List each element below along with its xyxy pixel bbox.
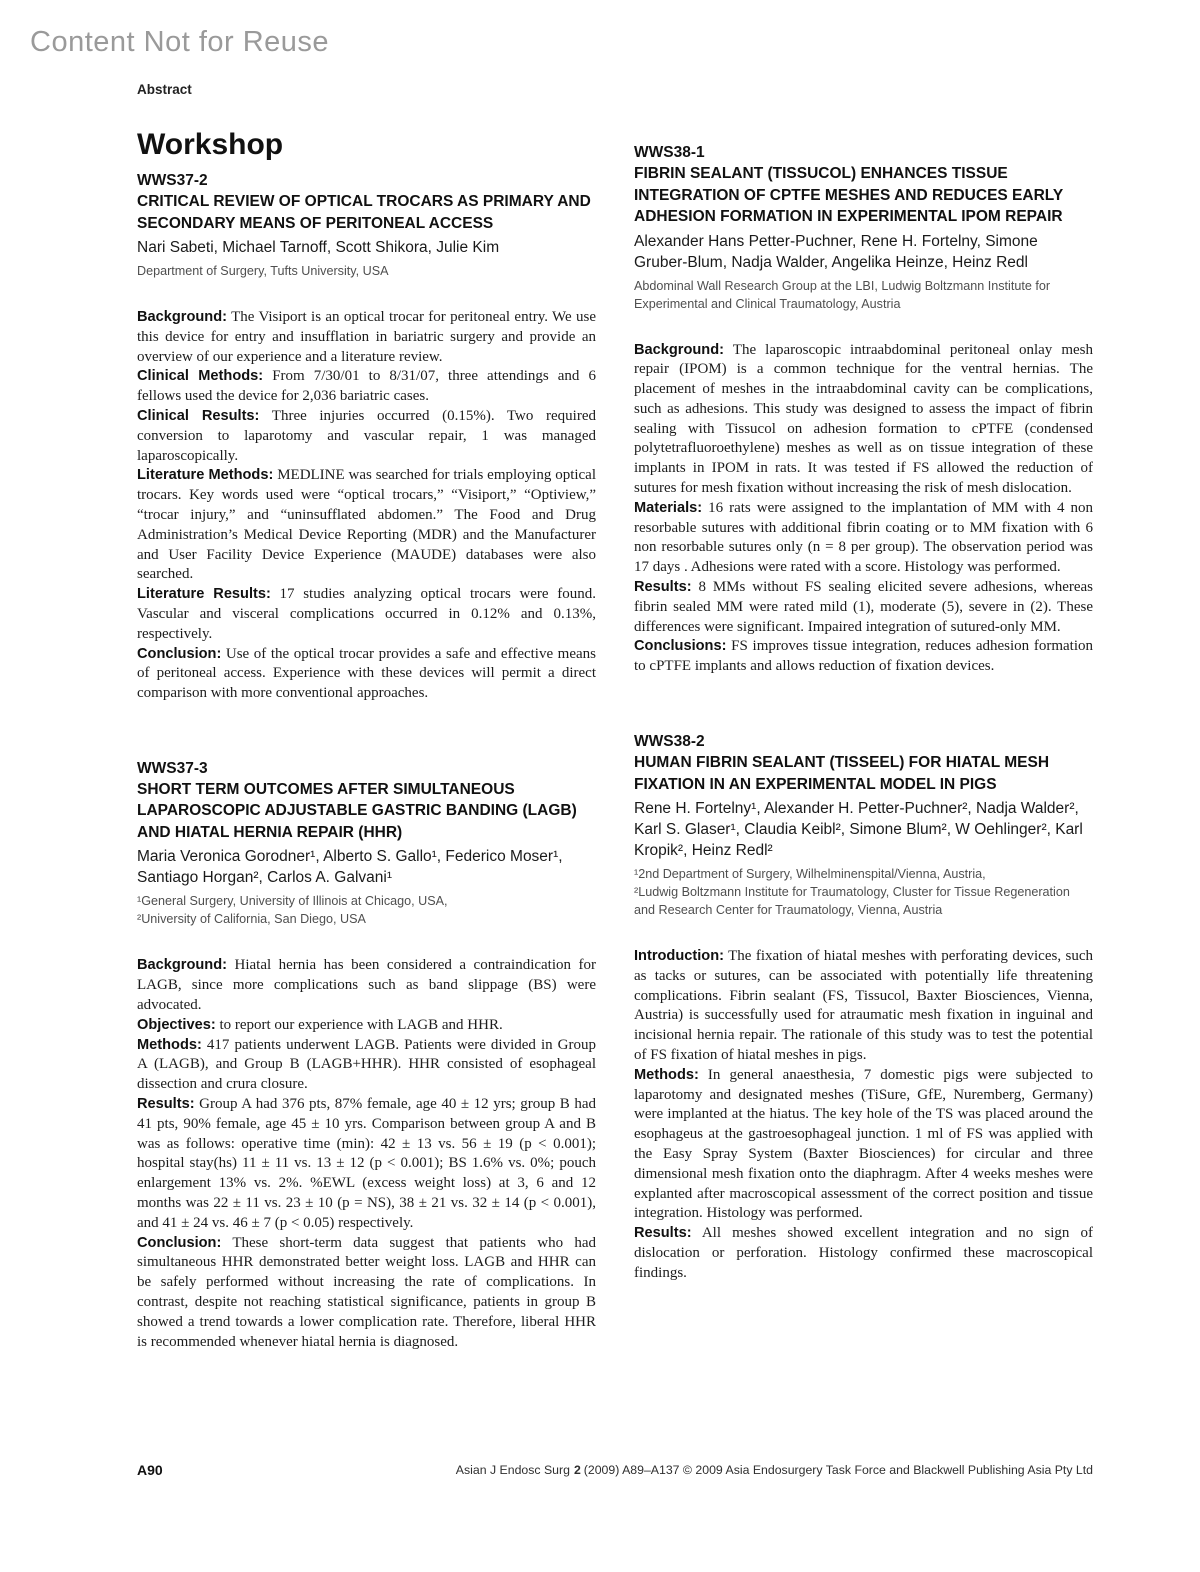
section-paragraph [634,341,1093,499]
section-paragraph [137,585,596,644]
abstract-wws37-3 [137,758,596,1352]
section-paragraph [137,956,596,1015]
abstract-affiliations [137,262,596,280]
section-text: The laparoscopic intraabdominal peritoneal onlay mesh repair (IPOM) is a common technique for the ventral hernias. The placement of meshes in the intraabdominal cavity can be complications, such as adhesions. This study was designed to assess the impact of fibrin sealing with Tissucol on adhesion formation to cPTFE (condensed polytetrafluoroethylene) meshes as well as on tissue integration of these implants in IPOM in rats. It was tested if FS allowed the reduction of sutures for mesh fixation without increasing the risk of mesh dislocation. [634,341,1093,497]
section-label: Results: [634,1225,692,1242]
abstract-authors: Nari Sabeti, Michael Tarnoff, Scott Shikora, Julie Kim [137,239,500,256]
section-text: 8 MMs without FS sealing elicited severe adhesions, whereas fibrin sealed MM were rated mild (1), moderate (5), severe in (2). These differences were significant. Impaired integration of sutured-only MM. [634,579,1094,635]
section-label: Literature Methods: [137,467,274,484]
section-paragraph [137,308,596,367]
section-paragraph [137,1036,596,1095]
section-text: 417 patients underwent LAGB. Patients were divided in Group A (LAGB), and Group B (LAGB+HHR). HHR consisted of esophageal dissection and crura closure. [137,1036,597,1093]
section-label: Clinical Methods: [137,368,264,385]
footer-citation-rest: (2009) A89–A137 © 2009 Asia Endosurgery Task Force and Blackwell Publishing Asia Pty Ltd [583,1463,1093,1477]
section-paragraph [634,578,1093,637]
abstract-title: SHORT TERM OUTCOMES AFTER SIMULTANEOUS LAPAROSCOPIC ADJUSTABLE GASTRIC BANDING (LAGB) AND HIATAL HERNIA REPAIR (HHR) [137,780,577,841]
section-text: MEDLINE was searched for trials employing optical trocars. Key words used were “optical trocars,” “Visiport,” “Optiview,” “trocar injury,” and “uninsufflated abdomen.” The Food and Drug Administration’s Medical Device Reporting (MDR) and the Manufacturer and User Facility Device Experience (MAUDE) databases were also searched. [137,467,597,583]
section-label: Results: [137,1096,195,1113]
section-text: 16 rats were assigned to the implantation of MM with 4 non resorbable sutures with additional fibrin coating or to MM fixation with 6 non resorbable sutures only (n = 8 per group). The observation period was 17 days . Adhesions were rated with a score. Histology was performed. [634,499,1094,576]
column-right [634,128,1093,1352]
section-label: Methods: [634,1066,699,1083]
abstract-body [634,341,1093,678]
section-paragraph [137,1234,596,1353]
section-text: The fixation of hiatal meshes with perforating devices, such as tacks or sutures, can be associated with potentially life threatening complications. Fibrin sealant (FS, Tissucol, Baxter Biosciences, Vienna, Austria) is successfully used for atraumatic mesh fixation in inguinal and incisional hernia repair. The rationale of this study was to test the potential of FS fixation of hiatal meshes in pigs. [634,948,1093,1064]
column-left [137,128,596,1352]
affiliation-line: ¹General Surgery, University of Illinois at Chicago, USA, [137,894,448,909]
section-label: Background: [137,309,227,325]
workshop-heading: Workshop [137,128,284,161]
section-label: Background: [634,341,724,358]
abstract-authors: Rene H. Fortelny¹, Alexander H. Petter-Puchner², Nadja Walder², Karl S. Glaser¹, Claudia Keibl², Simone Blum², W Oehlinger², Karl Kropik², Heinz Redl² [634,800,1083,860]
abstract-title: CRITICAL REVIEW OF OPTICAL TROCARS AS PRIMARY AND SECONDARY MEANS OF PERITONEAL ACCESS [137,193,591,232]
section-text: Use of the optical trocar provides a safe and effective means of peritoneal access. Experience with these devices will permit a direct comparison with more conventional approaches. [137,645,596,702]
abstract-authors: Alexander Hans Petter-Puchner, Rene H. Fortelny, Simone Gruber-Blum, Nadja Walder, Angelika Heinze, Heinz Redl [634,232,1038,271]
affiliation-line: ²Ludwig Boltzmann Institute for Traumatology, Cluster for Tissue Regeneration and Research Center for Traumatology, Vienna, Austria [634,885,1070,918]
affiliation-line: ¹2nd Department of Surgery, Wilhelminenspital/Vienna, Austria, [634,867,986,882]
section-label: Introduction: [634,948,724,965]
abstract-wws38-1 [634,142,1093,677]
section-text: 17 studies analyzing optical trocars were found. Vascular and visceral complications occurred in 0.12% and 0.13%, respectively. [137,586,596,642]
abstract-wws37-2 [137,170,596,704]
section-label: Methods: [137,1036,202,1053]
section-label: Literature Results: [137,586,271,603]
section-label: Results: [634,579,692,596]
section-paragraph [137,466,596,585]
section-paragraph [634,1066,1093,1224]
section-paragraph [634,1224,1093,1283]
section-text: All meshes showed excellent integration and no sign of dislocation or perforation. Histology confirmed these macroscopical findings. [634,1225,1093,1281]
section-label: Conclusion: [137,645,222,662]
abstract-code: WWS38-2 [634,733,705,751]
section-label: Conclusion: [137,1234,222,1251]
affiliation-line: Department of Surgery, Tufts University, USA [137,264,389,278]
abstract-authors: Maria Veronica Gorodner¹, Alberto S. Gallo¹, Federico Moser¹, Santiago Horgan², Carlos A. Galvani¹ [137,848,563,887]
section-paragraph [634,947,1093,1066]
affiliation-line: Abdominal Wall Research Group at the LBI, Ludwig Boltzmann Institute for Experimental and Clinical Traumatology, Austria [634,278,1051,311]
section-paragraph [634,499,1093,578]
abstract-body [137,956,596,1352]
section-paragraph [137,1095,596,1234]
abstract-code: WWS37-3 [137,759,208,777]
abstract-affiliations [634,865,1093,919]
watermark-text: Content Not for Reuse [30,26,330,58]
section-label: Background: [137,957,227,974]
section-paragraph [137,407,596,466]
section-paragraph [137,1016,596,1036]
abstract-affiliations [137,892,596,928]
affiliation-line: ²University of California, San Diego, USA [137,912,366,927]
abstract-body [137,308,596,704]
section-text: Hiatal hernia has been considered a contraindication for LAGB, since more complications such as band slippage (BS) were advocated. [137,957,596,1014]
section-paragraph [137,645,596,704]
section-text: FS improves tissue integration, reduces adhesion formation to cPTFE implants and allows reduction of fixation devices. [634,638,1094,675]
section-label: Clinical Results: [137,407,260,424]
section-paragraph [137,367,596,407]
section-text: Three injuries occurred (0.15%). Two required conversion to laparotomy and vascular repair, 1 was managed laparoscopically. [137,407,596,464]
footer-journal-name: Asian J Endosc Surg [455,1463,570,1477]
footer-page-number: A90 [137,1462,163,1478]
section-label: Objectives: [137,1016,216,1033]
section-label: Conclusions: [634,638,727,655]
abstract-code: WWS37-2 [137,172,208,189]
two-column-content [137,128,1093,1352]
section-text: In general anaesthesia, 7 domestic pigs were subjected to laparotomy and designated meshes (TiSure, GfE, Nuremberg, Germany) were implanted at the hiatus. The key hole of the TS was placed around the esophageus at the gastroesophageal junction. 1 ml of FS was applied with the Easy Spray System (Baxter Biosciences) for circular and three dimensional mesh fixation onto the diaphragm. After 4 weeks meshes were explanted after macroscopical assessment of the correct position and tissue integration. Histology was performed. [634,1066,1094,1222]
abstract-body [634,947,1093,1284]
abstract-title: HUMAN FIBRIN SEALANT (TISSEEL) FOR HIATAL MESH FIXATION IN AN EXPERIMENTAL MODEL IN PIGS [634,754,1050,793]
abstract-affiliations [634,277,1093,313]
abstract-title: FIBRIN SEALANT (TISSUCOL) ENHANCES TISSUE INTEGRATION OF CPTFE MESHES AND REDUCES EARLY ADHESION FORMATION IN EXPERIMENTAL IPOM REPAIR [634,165,1063,225]
section-text: From 7/30/01 to 8/31/07, three attendings and 6 fellows used the device for 2,036 bariatric cases. [137,368,596,405]
section-text: Group A had 376 pts, 87% female, age 40 ± 12 yrs; group B had 41 pts, 90% female, age 45 ± 10 yrs. Comparison between group A and B was as follows: operative time (min): 42 ± 13 vs. 56 ± 19 (p < 0.001); hospital stay(hs) 11 ± 11 vs. 13 ± 12 (p < 0.001); BS 1.6% vs. 0%; pouch enlargement 13% vs. 2%. %EWL (excess weight loss) at 3, 6 and 12 months was 22 ± 11 vs. 23 ± 10 (p = NS), 38 ± 21 vs. 32 ± 14 (p < 0.001), and 41 ± 24 vs. 46 ± 7 (p < 0.05) respectively. [137,1096,597,1231]
section-text: to report our experience with LAGB and HHR. [219,1016,503,1033]
footer-volume: 2 [573,1463,581,1477]
section-text: These short-term data suggest that patients who had simultaneous HHR demonstrated better weight loss. LAGB and HHR can be safely performed without increasing the rate of complications. In contrast, despite not reaching statistical significance, patients in group B showed a trend towards a lower complication rate. Therefore, liberal HHR is recommended whenever hiatal hernia is diagnosed. [137,1234,596,1350]
running-head-abstract: Abstract [137,82,192,97]
footer-journal-line [456,1463,1093,1477]
section-text: The Visiport is an optical trocar for peritoneal entry. We use this device for entry and insufflation in bariatric surgery and provide an overview of our experience and a literature review. [137,309,596,365]
abstract-wws38-2 [634,731,1093,1284]
section-label: Materials: [634,499,703,516]
abstract-code: WWS38-1 [634,144,705,161]
section-paragraph [634,637,1093,677]
